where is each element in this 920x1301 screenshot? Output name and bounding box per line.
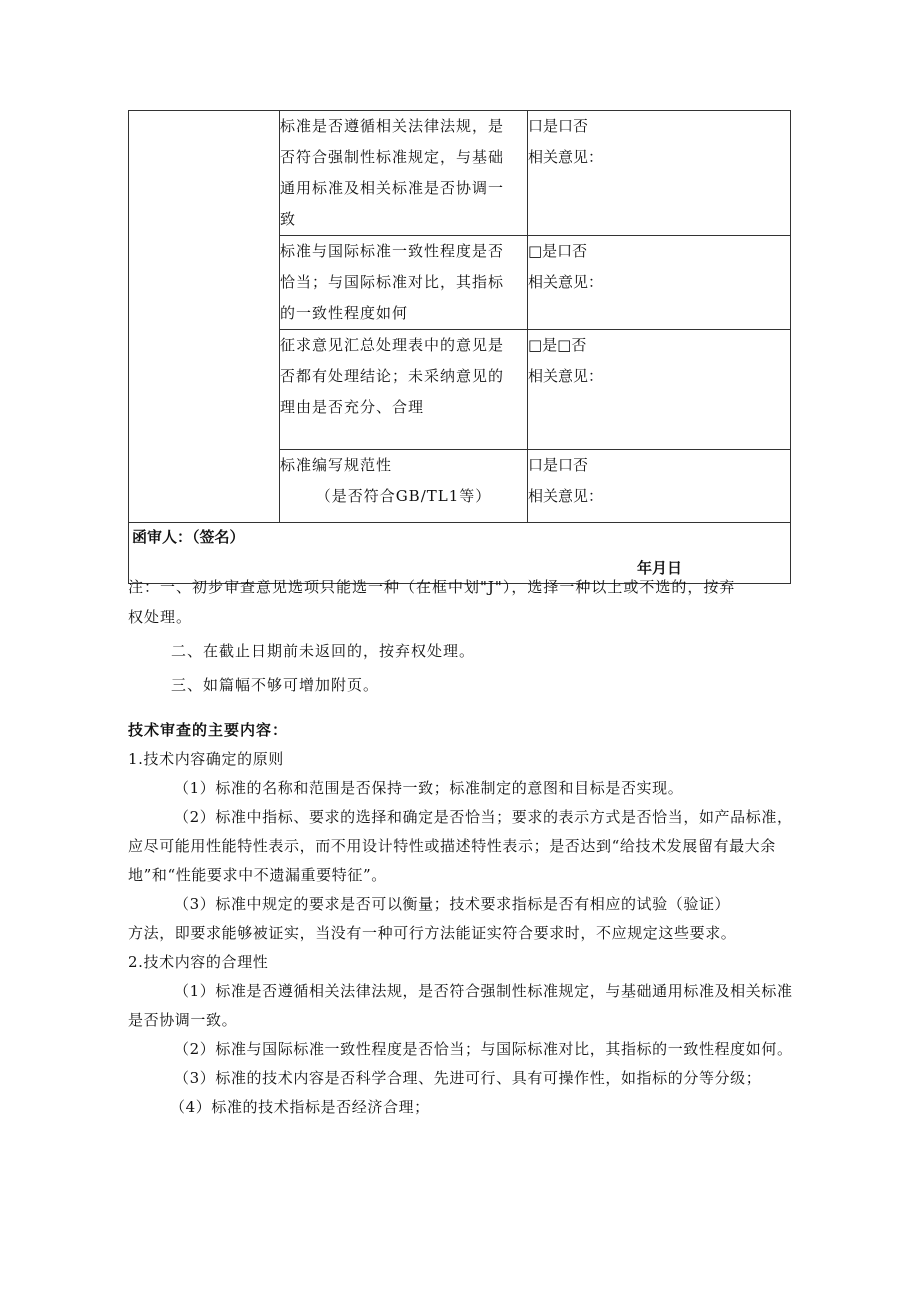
opinion-label: 相关意见： (528, 487, 604, 505)
paragraph: （2）标准与国际标准一致性程度是否恰当；与国际标准对比，其指标的一致性程度如何。 (174, 1040, 793, 1058)
table-row (129, 111, 791, 236)
category-cell (129, 111, 280, 523)
notes-section (128, 572, 796, 700)
note-line: 二、在截止日期前未返回的，按弃权处理。 (171, 642, 476, 660)
opinion-cell[interactable] (528, 236, 791, 330)
section-heading: 技术审查的主要内容： (128, 721, 289, 739)
opinion-cell[interactable] (528, 111, 791, 236)
opinion-label: 相关意见： (528, 367, 604, 385)
note-line: 三、如篇幅不够可增加附页。 (171, 676, 380, 694)
review-table (128, 110, 791, 584)
note-line: 权处理。 (128, 608, 193, 626)
yes-no-checkbox[interactable]: □是口否 (528, 242, 588, 260)
opinion-label: 相关意见： (528, 148, 604, 166)
paragraph: 方法，即要求能够被证实，当没有一种可行方法能证实符合要求时，不应规定这些要求。 (128, 924, 737, 942)
opinion-cell[interactable] (528, 450, 791, 523)
opinion-label: 相关意见： (528, 273, 604, 291)
criterion-cell: 征求意见汇总处理表中的意见是 否都有处理结论；未采纳意见的 理由是否充分、合理 (280, 330, 528, 450)
criterion-cell: 标准编写规范性 （是否符合GB/TL1等） (280, 450, 528, 523)
paragraph: （1）标准是否遵循相关法律法规，是否符合强制性标准规定，与基础通用标准及相关标准是否协调一致。 (128, 982, 793, 1029)
reviewer-signature-label: 函审人：（签名） (132, 528, 245, 546)
subsection-title: 1.技术内容确定的原则 (128, 750, 284, 768)
paragraph: （1）标准的名称和范围是否保持一致；标准制定的意图和目标是否实现。 (174, 779, 684, 797)
paragraph: （4）标准的技术指标是否经济合理； (170, 1098, 430, 1116)
opinion-cell[interactable] (528, 330, 791, 450)
criterion-cell: 标准是否遵循相关法律法规，是 否符合强制性标准规定，与基础 通用标准及相关标准是否协调一 致 (280, 111, 528, 236)
yes-no-checkbox[interactable]: 口是口否 (528, 117, 589, 135)
paragraph: （3）标准的技术内容是否科学合理、先进可行、具有可操作性，如指标的分等分级； (174, 1069, 762, 1087)
date-label: 年月日 (636, 559, 682, 577)
criterion-cell: 标准与国际标准一致性程度是否 恰当；与国际标准对比，其指标 的一致性程度如何 (280, 236, 528, 330)
paragraph: （3）标准中规定的要求是否可以衡量；技术要求指标是否有相应的试验（验证） (174, 895, 731, 913)
yes-no-checkbox[interactable]: 口是口否 (528, 456, 589, 474)
yes-no-checkbox[interactable]: □是□否 (528, 336, 587, 354)
paragraph: （2）标准中指标、要求的选择和确定是否恰当；要求的表示方式是否恰当，如产品标准，应尽可能用性能特性表示，而不用设计特性或描述特性表示；是否达到“给技术发展留有最大余地”和“性能要求中不遗漏重要特征”。 (128, 808, 793, 884)
review-content (128, 716, 800, 1122)
subsection-title: 2.技术内容的合理性 (128, 953, 269, 971)
note-line: 注：一、初步审查意见选项只能选一种（在框中划"J"），选择一种以上或不选的，按弃 (128, 578, 736, 596)
